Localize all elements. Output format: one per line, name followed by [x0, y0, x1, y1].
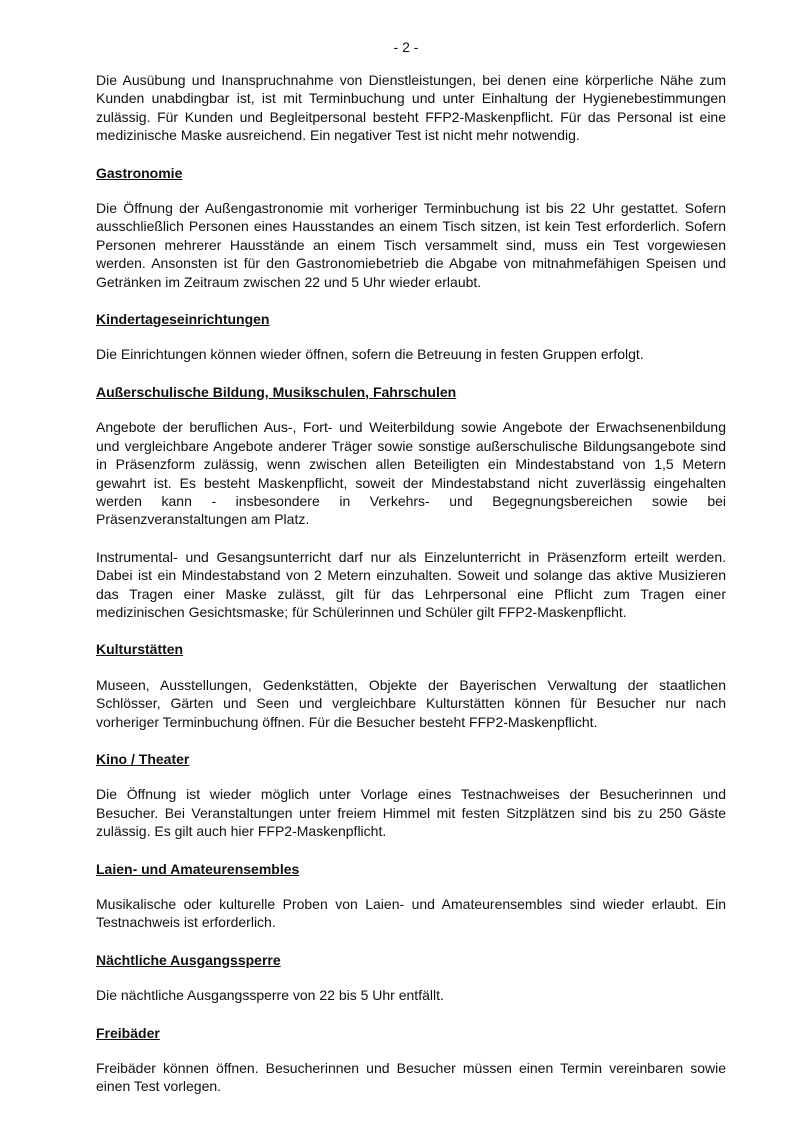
section-heading-naechtliche-ausgangssperre: Nächtliche Ausgangssperre	[96, 951, 281, 968]
section-heading-laien-amateurensembles: Laien- und Amateurensembles	[96, 860, 300, 877]
section-heading-freibaeder: Freibäder	[96, 1024, 160, 1041]
document-body	[96, 71, 726, 1096]
section-paragraph-ausserschulische-bildung-2: Instrumental- und Gesangsunterricht darf nur als Einzelunterricht in Präsenzform erteilt werden. Dabei ist ein Mindestabstand von 2 Metern einzuhalten. Soweit und solange das aktive Musizieren das Tragen einer Maske zulässt, gilt für das Lehrpersonal eine Pflicht zum Tragen einer medizinischen Gesichtsmaske; für Schülerinnen und Schüler gilt FFP2-Maskenpflicht.	[96, 548, 726, 620]
section-heading-kulturstaetten: Kulturstätten	[96, 641, 184, 658]
section-heading-ausserschulische-bildung: Außerschulische Bildung, Musikschulen, Fahrschulen	[96, 383, 457, 400]
section-heading-gastronomie: Gastronomie	[96, 164, 183, 181]
section-heading-kino-theater: Kino / Theater	[96, 750, 190, 767]
section-paragraph-ausserschulische-bildung-1: Angebote der beruflichen Aus-, Fort- und Weiterbildung sowie Angebote der Erwachsenenbildung und vergleichbare Angebote anderer Träger sowie sonstige außerschulische Bildungsangebote sind in Präsenzform zulässig, wenn zwischen allen Beteiligten ein Mindestabstand von 1,5 Metern gewahrt ist. Es besteht Maskenpflicht, soweit der Mindestabstand nicht zuverlässig eingehalten werden kann - insbesondere in Verkehrs- und Begegnungsbereichen sowie bei Präsenzveranstaltungen am Platz.	[96, 419, 726, 528]
section-paragraph-kindertageseinrichtungen: Die Einrichtungen können wieder öffnen, sofern die Betreuung in festen Gruppen erfolgt.	[96, 346, 644, 363]
section-paragraph-kino-theater: Die Öffnung ist wieder möglich unter Vorlage eines Testnachweises der Besucherinnen und Besucher. Bei Veranstaltungen unter freiem Himmel mit festen Sitzplätzen sind bis zu 250 Gäste zulässig. Es gilt auch hier FFP2-Maskenpflicht.	[96, 786, 726, 840]
section-paragraph-kulturstaetten: Museen, Ausstellungen, Gedenkstätten, Objekte der Bayerischen Verwaltung der staatlichen Schlösser, Gärten und Seen und vergleichbare Kulturstätten können für Besucher nur nach vorheriger Terminbuchung öffnen. Für die Besucher besteht FFP2-Maskenpflicht.	[96, 676, 726, 730]
page-number: - 2 -	[393, 39, 419, 55]
section-paragraph-laien-amateurensembles: Musikalische oder kulturelle Proben von Laien- und Amateurensembles sind wieder erlaubt. Ein Testnachweis ist erforderlich.	[96, 896, 726, 931]
intro-paragraph: Die Ausübung und Inanspruchnahme von Dienstleistungen, bei denen eine körperliche Nähe zum Kunden unabdingbar ist, ist mit Terminbuchung und unter Einhaltung der Hygienebestimmungen zulässig. Für Kunden und Begleitpersonal besteht FFP2-Maskenpflicht. Für das Personal ist eine medizinische Maske ausreichend. Ein negativer Test ist nicht mehr notwendig.	[96, 72, 726, 144]
section-paragraph-naechtliche-ausgangssperre: Die nächtliche Ausgangssperre von 22 bis 5 Uhr entfällt.	[96, 987, 444, 1004]
section-heading-kindertageseinrichtungen: Kindertageseinrichtungen	[96, 311, 270, 328]
section-paragraph-gastronomie: Die Öffnung der Außengastronomie mit vorheriger Terminbuchung ist bis 22 Uhr gestattet. Sofern ausschließlich Personen eines Hausstandes an einem Tisch sitzen, ist kein Test erforderlich. Sofern Personen mehrerer Hausstände an einem Tisch versammelt sind, muss ein Test vorgewiesen werden. Ansonsten ist für den Gastronomiebetrieb die Abgabe von mitnahmefähigen Speisen und Getränken im Zeitraum zwischen 22 und 5 Uhr wieder erlaubt.	[96, 200, 726, 290]
section-paragraph-freibaeder: Freibäder können öffnen. Besucherinnen und Besucher müssen einen Termin vereinbaren sowie einen Test vorlegen.	[96, 1060, 726, 1095]
